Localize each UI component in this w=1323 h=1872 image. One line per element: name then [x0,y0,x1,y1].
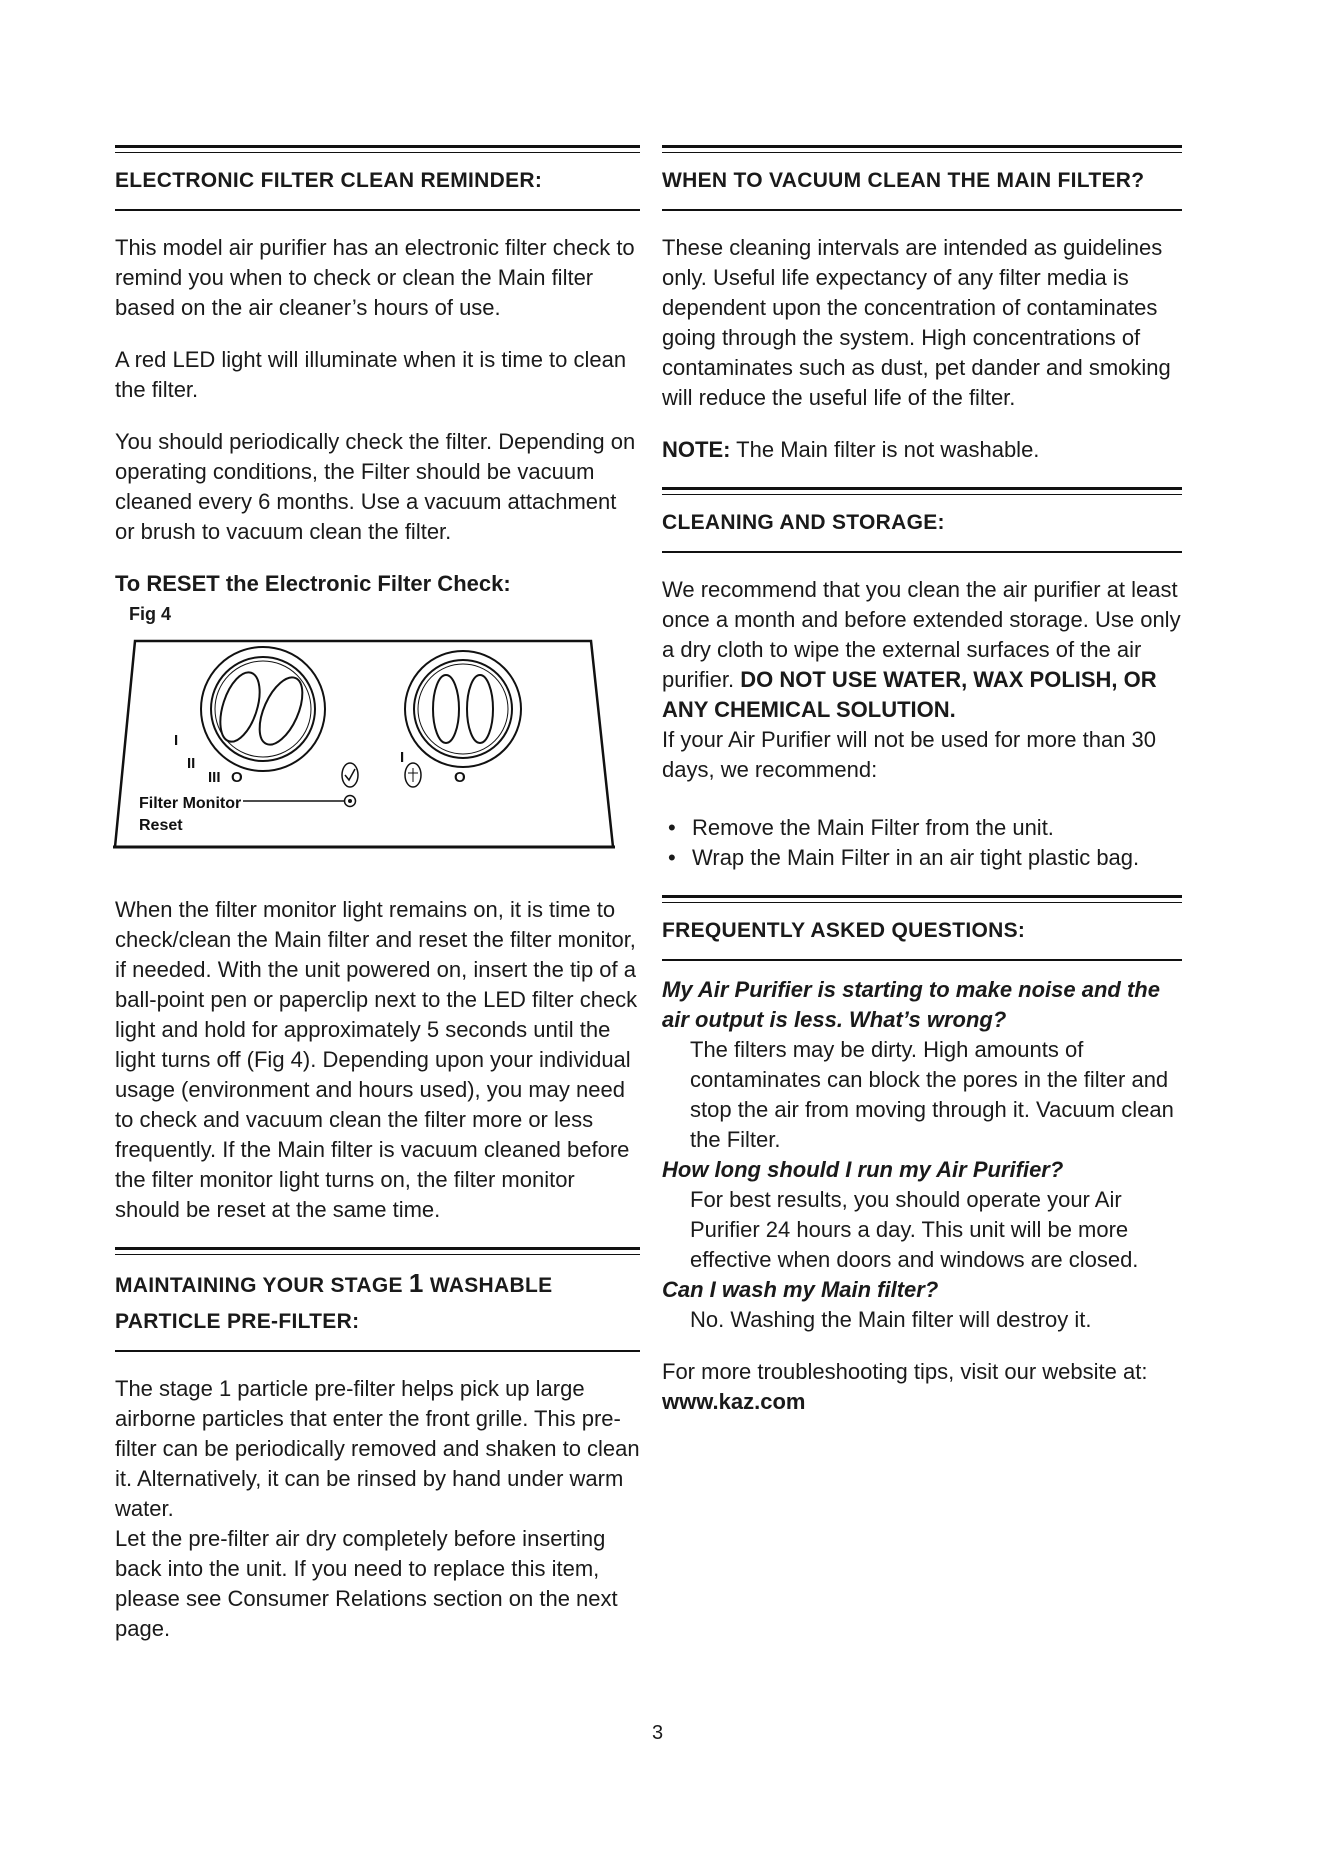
timer-mark-i: I [400,749,405,766]
prefilter-heading [115,1265,640,1340]
reset-section [115,569,640,1225]
faq-question: How long should I run my Air Purifier? [662,1157,1064,1182]
faq-answer: The filters may be dirty. High amounts of contaminates can block the pores in the filter and stop the air from moving through it. Vacuum clean the Filter. [690,1037,1174,1152]
prefilter-paragraph-1: The stage 1 particle pre-filter helps pick up large airborne particles that enter the front grille. This pre-filter can be periodically removed and shaken to clean it. Alternatively, it can be rinsed by hand under warm water. [115,1376,640,1521]
reset-heading: To RESET the Electronic Filter Check: [115,571,511,596]
section-rule [115,1350,640,1352]
section-rule [662,959,1182,961]
storage-warning: DO NOT USE WATER, WAX POLISH, OR ANY CHEMICAL SOLUTION. [662,667,1157,722]
section-rule [115,209,640,211]
list-item: • Remove the Main Filter from the unit. [662,813,1182,843]
reset-button-icon [345,796,356,807]
storage-bullet-list [662,813,1182,873]
filter-reminder-heading: ELECTRONIC FILTER CLEAN REMINDER: [115,169,543,192]
storage-paragraph-2: If your Air Purifier will not be used for more than 30 days, we recommend: [662,727,1157,782]
section-rule [662,487,1182,495]
section-rule [662,145,1182,153]
note-text: The Main filter is not washable. [730,437,1040,462]
storage-section [662,487,1182,873]
list-item: • Wrap the Main Filter in an air tight plastic bag. [662,843,1182,873]
website-link[interactable]: www.kaz.com [662,1389,806,1414]
reset-paragraph: When the filter monitor light remains on, it is time to check/clean the Main filter and reset the filter monitor, if needed. With the unit powered on, insert the tip of a ball-point pen or paperclip next to the LED filter check light and hold for approximately 5 seconds until the light turns off (Fig 4). Depending upon your individual usage (environment and hours used), you may need to check and vacuum clean the filter more or less frequently. If the Main filter is vacuum cleaned before the filter monitor light turns on, the filter monitor should be reset at the same time. [115,897,638,1222]
left-column [115,145,640,1666]
speed-mark-ii: II [187,755,196,772]
faq-answer: For best results, you should operate your Air Purifier 24 hours a day. This unit will be more effective when doors and windows are closed. [690,1187,1139,1272]
faq-section [662,895,1182,1417]
more-tips-text: For more troubleshooting tips, visit our website at: [662,1359,1148,1384]
speed-mark-i: I [174,732,179,749]
storage-paragraph-1 [662,575,1182,725]
right-column [662,145,1182,1439]
timer-mark-off: O [454,769,466,786]
prefilter-heading-part-2: WASHABLE PARTICLE PRE-FILTER: [115,1274,553,1333]
storage-text: We recommend that you clean the air purifier at least once a month and before extended storage. Use only a dry cloth to wipe the external surfaces of the air purifier. [662,577,1181,692]
note-paragraph [662,435,1182,465]
prefilter-heading-number: 1 [408,1268,424,1298]
filter-led-icon [342,763,358,787]
faq-heading: FREQUENTLY ASKED QUESTIONS: [662,919,1026,942]
prefilter-heading-part-1: MAINTAINING YOUR STAGE [115,1274,409,1297]
timer-knob [405,651,521,767]
reset-label: Reset [139,817,183,834]
faq-question: Can I wash my Main filter? [662,1277,939,1302]
section-rule [115,145,640,153]
timer-led-icon [405,763,421,787]
figure-label: Fig 4 [129,604,172,624]
panel-outline [115,641,613,847]
note-label: NOTE: [662,437,731,462]
prefilter-paragraph-2: Let the pre-filter air dry completely before inserting back into the unit. If you need to replace this item, please see Consumer Relations section on the next page. [115,1526,618,1641]
filter-monitor-label: Filter Monitor [139,795,242,812]
prefilter-section [115,1247,640,1644]
reminder-paragraph-2: A red LED light will illuminate when it is time to clean the filter. [115,347,627,402]
section-rule [662,895,1182,903]
section-rule [115,1247,640,1255]
faq-answer: No. Washing the Main filter will destroy it. [690,1307,1092,1332]
reminder-paragraph-1: This model air purifier has an electronic filter check to remind you when to check or clean the Main filter based on the air cleaner’s hours of use. [115,235,635,320]
fan-speed-knob [201,647,325,771]
speed-mark-iii: III [208,769,221,786]
section-rule [662,209,1182,211]
filter-reminder-section [115,145,640,547]
page-number: 3 [652,1722,664,1744]
storage-heading: CLEANING AND STORAGE: [662,511,945,534]
speed-mark-off: O [231,769,243,786]
control-panel-drawing [113,629,629,859]
reminder-paragraph-3: You should periodically check the filter. Depending on operating conditions, the Filter should be vacuum cleaned every 6 months. Use a vacuum attachment or brush to vacuum clean the filter. [115,429,636,544]
vacuum-section [662,145,1182,465]
faq-question: My Air Purifier is starting to make noise and the air output is less. What’s wrong? [662,977,1160,1032]
control-panel-figure [113,629,629,859]
vacuum-paragraph: These cleaning intervals are intended as guidelines only. Useful life expectancy of any filter media is dependent upon the concentration of contaminates going through the system. High concentrations of contaminates such as dust, pet dander and smoking will reduce the useful life of the filter. [662,235,1171,410]
vacuum-heading: WHEN TO VACUUM CLEAN THE MAIN FILTER? [662,169,1145,192]
section-rule [662,551,1182,553]
